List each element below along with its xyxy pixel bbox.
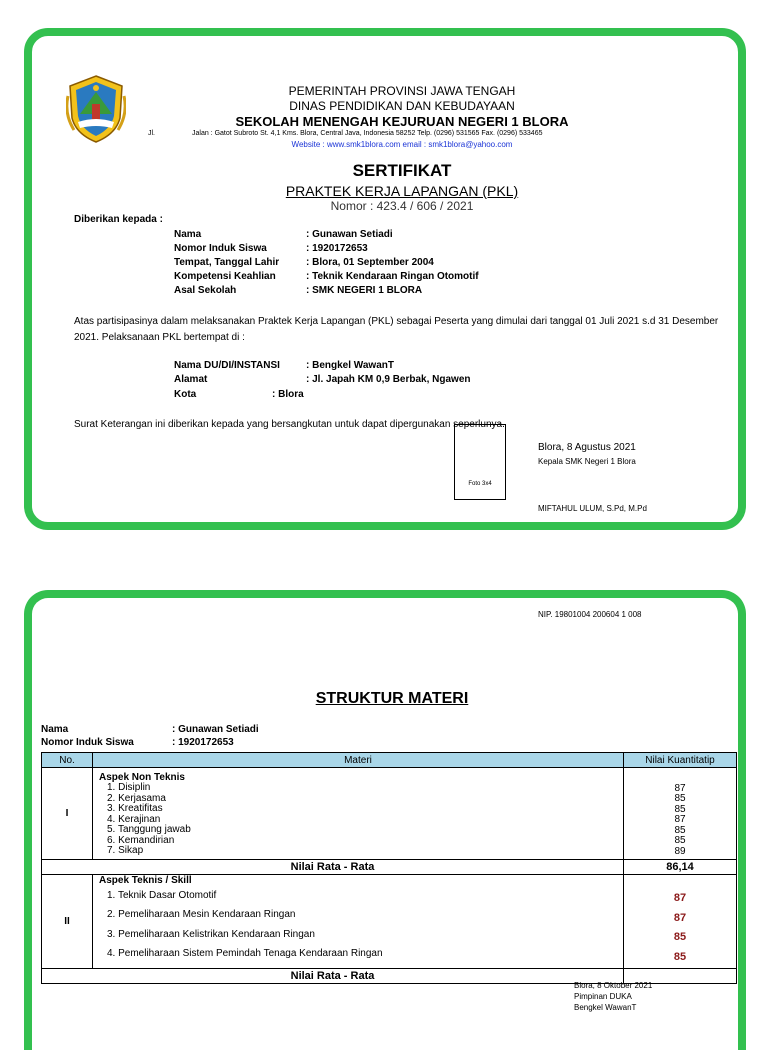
- score-value: 87: [673, 892, 687, 904]
- address-prefix: Jl.: [148, 130, 155, 137]
- field-value: : 1920172653: [306, 243, 368, 254]
- section-materi: [93, 768, 624, 860]
- table-header-row: [42, 753, 737, 768]
- school-address: Jalan : Gatot Subroto St. 4,1 Kms. Blora, Central Java, Indonesia 58252 Telp. (0296) 531565 Fax. (0296) 533465: [192, 130, 543, 137]
- place-value: : Blora: [272, 389, 304, 400]
- struktur-title: STRUKTUR MATERI: [315, 690, 469, 707]
- student-name-value: : Gunawan Setiadi: [172, 724, 259, 735]
- score-value: 85: [673, 931, 687, 943]
- certificate-number: Nomor : 423.4 / 606 / 2021: [330, 199, 474, 213]
- participation-paragraph: Atas partisipasinya dalam melaksanakan Praktek Kerja Lapangan (PKL) sebagai Peserta yang dimulai dari tanggal 01 Juli 2021 s.d 31 Desember 2021. Pelaksanaan PKL bertempat di :: [74, 316, 719, 343]
- overlay-date: Blora, 8 Oktober 2021: [574, 981, 653, 990]
- closing-statement: Surat Keterangan ini diberikan kepada yang bersangkutan untuk dapat dipergunakan seperlunya.: [74, 419, 505, 430]
- score-value: 85: [674, 793, 686, 804]
- list-item: 3. Kreatifitas: [107, 803, 163, 814]
- place-label: Nama DU/DI/INSTANSI: [174, 360, 280, 371]
- section-heading: Aspek Non Teknis: [99, 772, 185, 783]
- list-item: 4. Kerajinan: [107, 813, 161, 825]
- average-row: [42, 859, 737, 874]
- issue-date: Blora, 8 Agustus 2021: [538, 442, 636, 453]
- section-values: [624, 874, 737, 968]
- certificate-panel: [24, 28, 746, 530]
- signer-position: Kepala SMK Negeri 1 Blora: [538, 457, 636, 466]
- list-item: 6. Kemandirian: [107, 834, 175, 846]
- average-value: 86,14: [624, 859, 737, 874]
- list-item: 2. Kerjasama: [107, 792, 166, 804]
- list-item: 3. Pemeliharaan Kelistrikan Kendaraan Ringan: [107, 928, 315, 940]
- school-website: Website : www.smk1blora.com email : smk1blora@yahoo.com: [291, 140, 513, 149]
- photo-placeholder: [454, 424, 506, 500]
- struktur-panel: [24, 590, 746, 1050]
- materi-table: [41, 752, 737, 984]
- score-value: 89: [674, 845, 686, 857]
- list-item: 5. Tanggung jawab: [107, 824, 191, 835]
- score-value: 85: [673, 950, 687, 963]
- header-department: DINAS PENDIDIKAN DAN KEBUDAYAAN: [289, 99, 515, 113]
- score-value: 85: [674, 803, 686, 815]
- average-label: Nilai Rata - Rata: [42, 968, 624, 983]
- table-row: [42, 768, 737, 860]
- section-values: [624, 768, 737, 860]
- header-no: No.: [42, 753, 93, 768]
- certificate-subtitle: PRAKTEK KERJA LAPANGAN (PKL): [285, 183, 519, 199]
- section-heading: Aspek Teknis / Skill: [99, 874, 192, 886]
- field-label: Tempat, Tanggal Lahir: [174, 257, 280, 268]
- list-item: 7. Sikap: [107, 845, 144, 856]
- field-value: : Gunawan Setiadi: [306, 229, 393, 240]
- header-nilai: Nilai Kuantitatip: [624, 753, 737, 768]
- list-item: 1. Teknik Dasar Otomotif: [107, 889, 217, 901]
- field-value: : Teknik Kendaraan Ringan Otomotif: [306, 271, 479, 282]
- signer-name: MIFTAHUL ULUM, S.Pd, M.Pd: [538, 504, 647, 513]
- overlay-signature-block: [574, 980, 652, 1013]
- table-row: [42, 874, 737, 968]
- section-number: I: [42, 768, 93, 860]
- field-value: : SMK NEGERI 1 BLORA: [306, 285, 423, 296]
- header-school: SEKOLAH MENENGAH KEJURUAN NEGERI 1 BLORA: [235, 114, 569, 129]
- student-nis-value: : 1920172653: [172, 737, 234, 748]
- place-label: Kota: [174, 389, 197, 400]
- score-value: 87: [673, 911, 687, 924]
- list-item: 2. Pemeliharaan Mesin Kendaraan Ringan: [107, 909, 296, 920]
- field-label: Nomor Induk Siswa: [174, 243, 267, 254]
- header-materi: Materi: [93, 753, 624, 768]
- overlay-company: Bengkel WawanT: [574, 1003, 637, 1012]
- score-value: 87: [674, 814, 686, 825]
- place-value: : Jl. Japah KM 0,9 Berbak, Ngawen: [306, 374, 471, 385]
- place-value: : Bengkel WawanT: [306, 360, 394, 371]
- field-label: Asal Sekolah: [174, 285, 237, 296]
- field-value: : Blora, 01 September 2004: [306, 257, 434, 268]
- score-value: 87: [674, 782, 686, 794]
- place-label: Alamat: [174, 374, 208, 385]
- given-to-label: Diberikan kepada :: [74, 214, 163, 225]
- field-label: Nama: [174, 229, 202, 240]
- score-value: 85: [674, 835, 686, 846]
- section-number: II: [42, 874, 93, 968]
- nip-number: NIP. 19801004 200604 1 008: [538, 610, 642, 619]
- section-materi: [93, 874, 624, 968]
- field-label: Kompetensi Keahlian: [174, 271, 276, 282]
- list-item: 4. Pemeliharaan Sistem Pemindah Tenaga Kendaraan Ringan: [107, 948, 383, 959]
- list-item: 1. Disiplin: [107, 782, 151, 793]
- certificate-title: SERTIFIKAT: [352, 161, 452, 180]
- jawa-tengah-emblem-icon: [66, 74, 126, 144]
- average-label: Nilai Rata - Rata: [42, 859, 624, 874]
- overlay-position: Pimpinan DUKA: [574, 992, 632, 1001]
- photo-label: Foto 3x4: [468, 481, 492, 487]
- student-name-label: Nama: [41, 724, 69, 735]
- score-value: 85: [674, 824, 686, 836]
- student-nis-label: Nomor Induk Siswa: [41, 737, 134, 748]
- header-province: PEMERINTAH PROVINSI JAWA TENGAH: [288, 84, 516, 98]
